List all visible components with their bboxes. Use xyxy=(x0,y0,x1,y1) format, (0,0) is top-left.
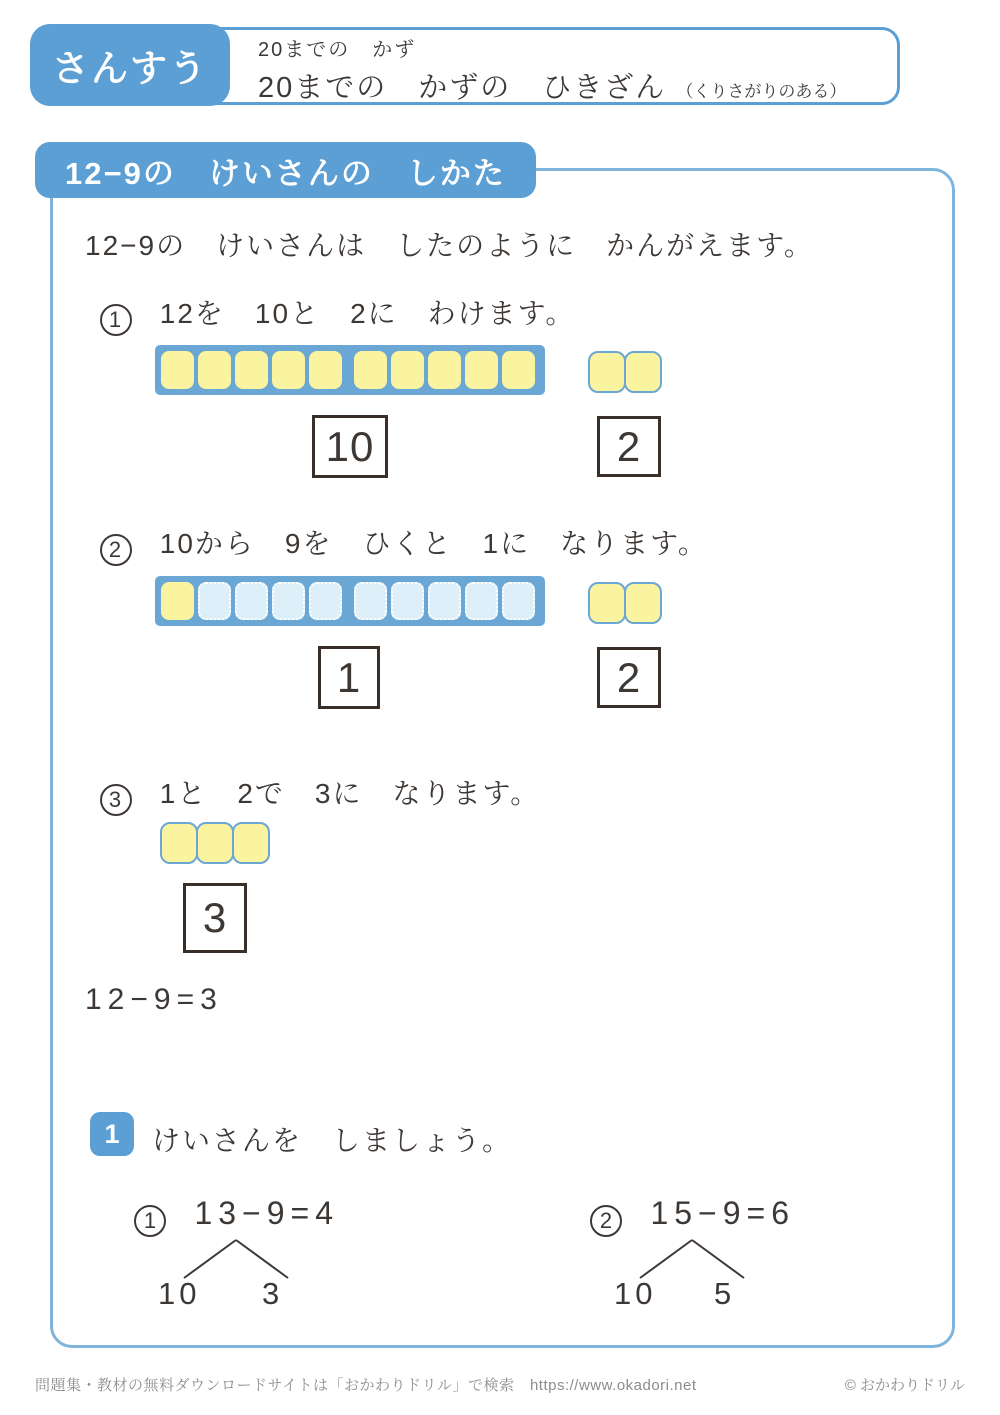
yellow-tile xyxy=(624,351,662,393)
step-2-ten-frame xyxy=(155,576,545,626)
step-1-number: 1 xyxy=(100,304,132,336)
step-2-text: 10から 9を ひくと 1に なります。 xyxy=(159,528,708,559)
step-2-line xyxy=(100,522,708,566)
intro-sentence: 12−9の けいさんは したのように かんがえます。 xyxy=(85,230,814,261)
yellow-tile xyxy=(588,582,626,624)
step-1-box-ten: 10 xyxy=(312,415,388,478)
yellow-tile xyxy=(161,351,194,389)
step-1-loose-tiles xyxy=(588,351,662,393)
step-2-box-two: 2 xyxy=(597,647,661,708)
problem-1-split-lines xyxy=(178,1238,294,1280)
summary-equation: 12−9=3 xyxy=(85,983,223,1016)
step-1-ten-frame xyxy=(155,345,545,395)
exercise-number: 1 xyxy=(104,1118,120,1149)
step-2-box-one: 1 xyxy=(318,646,380,709)
step-1-box-two: 2 xyxy=(597,416,661,477)
problem-1 xyxy=(134,1195,339,1237)
yellow-tile xyxy=(272,351,305,389)
section-title-label: 12−9の けいさんの しかた xyxy=(65,155,506,191)
removed-tile xyxy=(235,582,268,620)
problem-2 xyxy=(590,1195,795,1237)
removed-tile xyxy=(161,582,194,620)
yellow-tile xyxy=(502,351,535,389)
removed-tile xyxy=(272,582,305,620)
step-3-result-tiles xyxy=(160,822,270,864)
problem-1-number: 1 xyxy=(134,1205,166,1237)
removed-tile xyxy=(198,582,231,620)
exercise-instruction: けいさんを しましょう。 xyxy=(152,1125,513,1156)
footer-copyright: © おかわりドリル xyxy=(844,1377,965,1394)
problem-1-equation: 13−9=4 xyxy=(194,1195,340,1231)
header-unit-text xyxy=(258,33,846,106)
unit-category: 20までの かず xyxy=(258,39,417,61)
problem-2-number: 2 xyxy=(590,1205,622,1237)
removed-tile xyxy=(502,582,535,620)
problem-2-split-right: 5 xyxy=(714,1276,736,1311)
removed-tile xyxy=(354,582,387,620)
unit-title xyxy=(258,65,846,106)
section-title xyxy=(35,142,536,198)
step-3-line xyxy=(100,772,540,816)
step-3-number: 3 xyxy=(100,784,132,816)
subject-badge-label: さんすう xyxy=(52,48,208,89)
removed-tile xyxy=(391,582,424,620)
yellow-tile xyxy=(391,351,424,389)
problem-2-split-lines xyxy=(634,1238,750,1280)
problem-2-equation: 15−9=6 xyxy=(650,1195,796,1231)
yellow-tile xyxy=(465,351,498,389)
problem-2-split-left: 10 xyxy=(614,1276,657,1311)
yellow-tile xyxy=(428,351,461,389)
yellow-tile xyxy=(160,822,198,864)
yellow-tile xyxy=(232,822,270,864)
problem-1-split-right: 3 xyxy=(262,1276,284,1311)
removed-tile xyxy=(465,582,498,620)
unit-title-text: 20までの かずの ひきざん xyxy=(258,72,667,104)
step-2-loose-tiles xyxy=(588,582,662,624)
step-1-text: 12を 10と 2に わけます。 xyxy=(159,298,576,329)
yellow-tile xyxy=(354,351,387,389)
removed-tile xyxy=(428,582,461,620)
yellow-tile xyxy=(588,351,626,393)
yellow-tile xyxy=(198,351,231,389)
unit-title-note: （くりさがりのある） xyxy=(676,82,847,101)
removed-tile xyxy=(309,582,342,620)
step-1-line xyxy=(100,292,575,336)
exercise-number-badge xyxy=(90,1112,134,1156)
footer-site-info: 問題集・教材の無料ダウンロードサイトは「おかわりドリル」で検索 https://www.okadori.net xyxy=(35,1377,697,1394)
problem-1-split-left: 10 xyxy=(158,1276,201,1311)
step-3-text: 1と 2で 3に なります。 xyxy=(159,778,541,809)
yellow-tile xyxy=(309,351,342,389)
step-3-box-three: 3 xyxy=(183,883,247,953)
step-2-number: 2 xyxy=(100,534,132,566)
yellow-tile xyxy=(235,351,268,389)
yellow-tile xyxy=(196,822,234,864)
yellow-tile xyxy=(624,582,662,624)
subject-badge xyxy=(30,24,230,106)
